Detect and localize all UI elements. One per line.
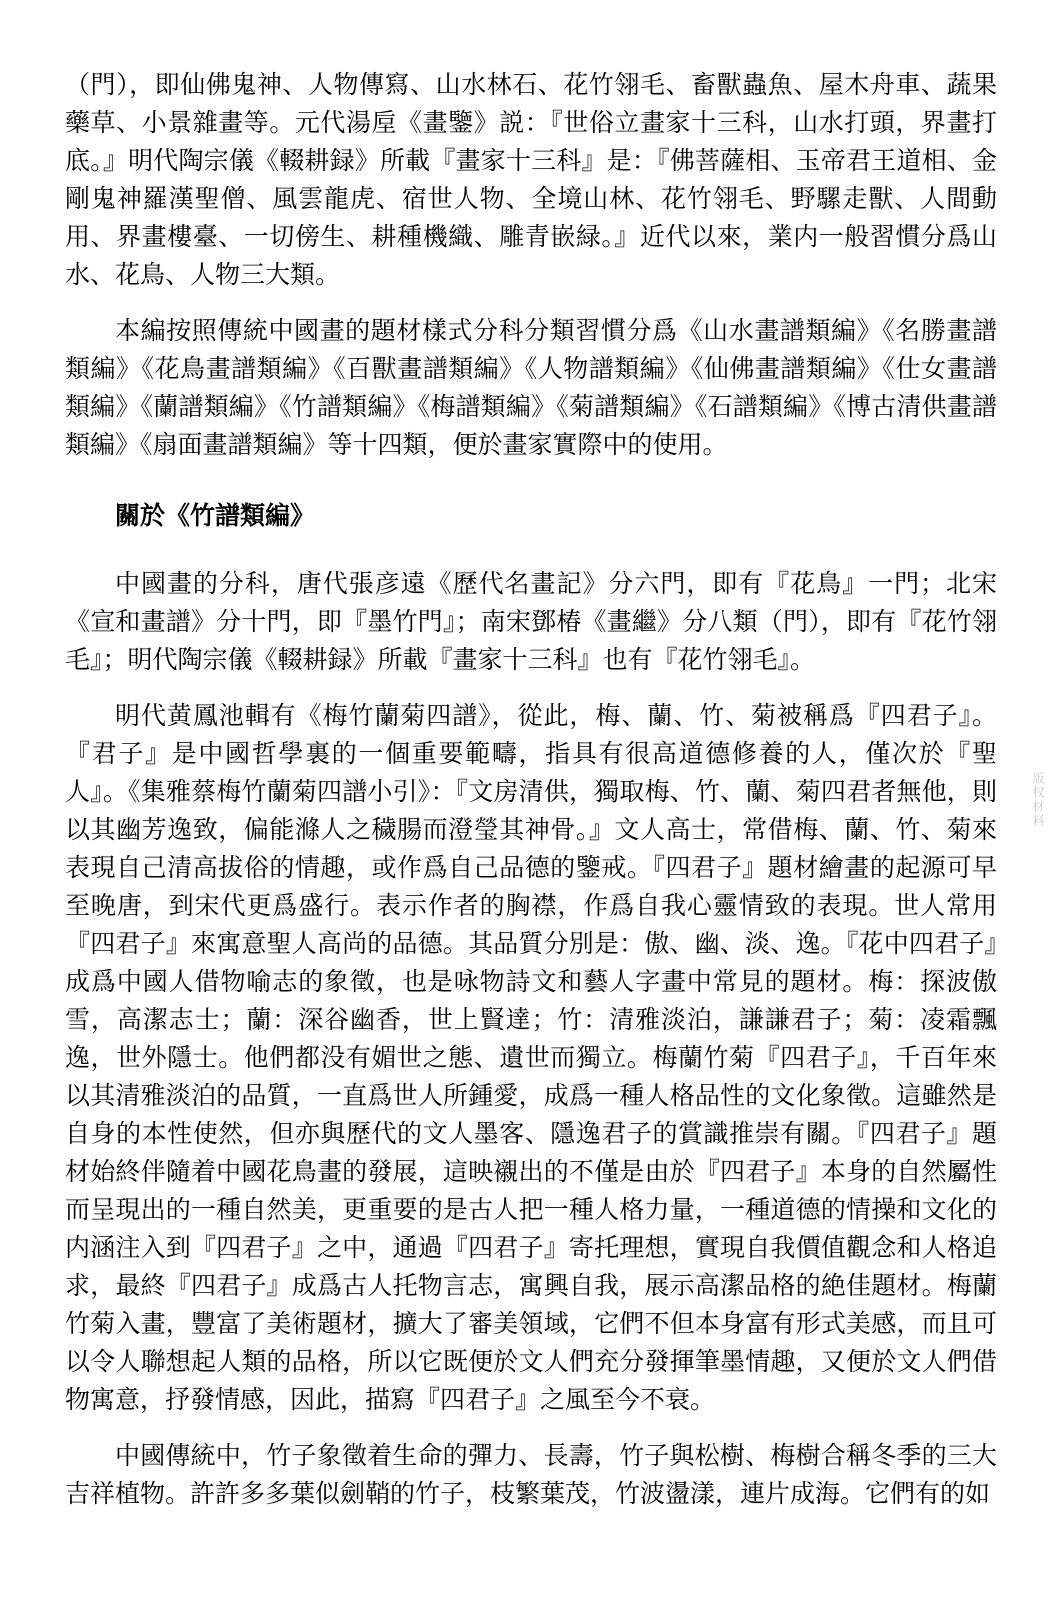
paragraph-four-gentlemen: 明代黄鳳池輯有《梅竹蘭菊四譜》，從此，梅、蘭、竹、菊被稱爲『四君子』。『君子』是中國哲學裏的一個重要範疇，指具有很高道德修養的人，僅次於『聖人』。《集雅蔡梅竹蘭菊四譜小引》：『文房清供，獨取梅、竹、蘭、菊四君者無他，則以其幽芳逸致，偏能滌人之穢腸而澄瑩其神骨。』文人高士，常借梅、蘭、竹、菊來表現自己清高拔俗的情趣，或作爲自己品德的鑒戒。『四君子』題材繪畫的起源可早至晚唐，到宋代更爲盛行。表示作者的胸襟，作爲自我心靈情致的表現。世人常用『四君子』來寓意聖人高尚的品德。其品質分別是：傲、幽、淡、逸。『花中四君子』成爲中國人借物喻志的象徵，也是咏物詩文和藝人字畫中常見的題材。梅：探波傲雪，高潔志士；蘭：深谷幽香，世上賢達；竹：清雅淡泊，謙謙君子；菊：凌霜飄逸，世外隱士。他們都没有媚世之態、遺世而獨立。梅蘭竹菊『四君子』，千百年來以其清雅淡泊的品質，一直爲世人所鍾愛，成爲一種人格品性的文化象徵。這雖然是自身的本性使然，但亦與歷代的文人墨客、隱逸君子的賞識推崇有關。『四君子』題材始終伴隨着中國花鳥畫的發展，這映襯出的不僅是由於『四君子』本身的自然屬性而呈現出的一種自然美，更重要的是古人把一種人格力量，一種道德的情操和文化的内涵注入到『四君子』之中，通過『四君子』寄托理想，實現自我價值觀念和人格追求，最終『四君子』成爲古人托物言志，寓興自我，展示高潔品格的絶佳題材。梅蘭竹菊入畫，豐富了美術題材，擴大了審美領域，它們不但本身富有形式美感，而且可以令人聯想起人類的品格，所以它既便於文人們充分發揮筆墨情趣，又便於文人們借物寓意，抒發情感，因此，描寫『四君子』之風至今不衰。 — [65, 702, 997, 1414]
paragraph-painting-divisions: 中國畫的分科，唐代張彦遠《歷代名畫記》分六門，即有『花鳥』一門；北宋《宣和畫譜》分十門，即『墨竹門』；南宋鄧椿《畫繼》分八類（門），即有『花竹翎毛』；明代陶宗儀《輟耕録》所載『畫家十三科』也有『花竹翎毛』。 — [65, 570, 997, 674]
copyright-watermark: 版权材料 — [1031, 772, 1045, 828]
paragraph-categories: 本編按照傳統中國畫的題材樣式分科分類習慣分爲《山水畫譜類編》《名勝畫譜類編》《花鳥畫譜類編》《百獸畫譜類編》《人物譜類編》《仙佛畫譜類編》《仕女畫譜類編》《蘭譜類編》《竹譜類編》《梅譜類編》《菊譜類編》《石譜類編》《博古清供畫譜類編》《扇面畫譜類編》等十四類，便於畫家實際中的使用。 — [65, 317, 997, 459]
paragraph-continuation: （門），即仙佛鬼神、人物傳寫、山水林石、花竹翎毛、畜獸蟲魚、屋木舟車、蔬果藥草、小景雜畫等。元代湯垕《畫鑒》説：『世俗立畫家十三科，山水打頭，界畫打底。』明代陶宗儀《輟耕録》所載『畫家十三科』是：『佛菩薩相、玉帝君王道相、金剛鬼神羅漢聖僧、風雲龍虎、宿世人物、全境山林、花竹翎毛、野騾走獸、人間動用、界畫樓臺、一切傍生、耕種機織、雕青嵌緑。』近代以來，業内一般習慣分爲山水、花鳥、人物三大類。 — [65, 71, 997, 289]
section-heading: 關於《竹譜類編》 — [115, 502, 316, 530]
paragraph-bamboo-tradition: 中國傳統中，竹子象徵着生命的彈力、長壽，竹子與松樹、梅樹合稱冬季的三大吉祥植物。許許多多葉似劍鞘的竹子，枝繁葉茂，竹波盪漾，連片成海。它們有的如 — [65, 1442, 997, 1508]
